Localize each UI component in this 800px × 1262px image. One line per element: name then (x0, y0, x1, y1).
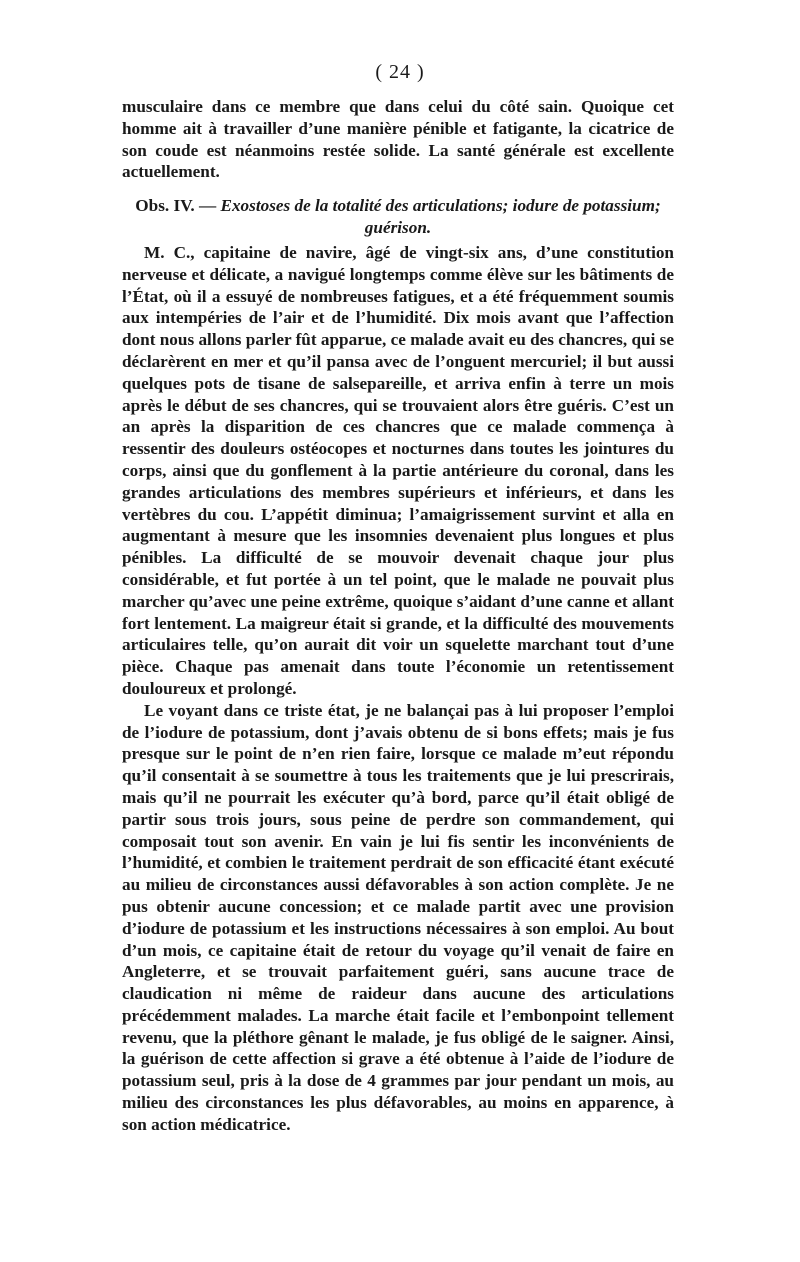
observation-label: Obs. IV. — (135, 196, 217, 215)
page-number: ( 24 ) (375, 61, 425, 83)
paragraph-text: Le voyant dans ce triste état, je ne balançai pas à lui proposer l’emploi de l’iodure de potassium, dont j’avais obtenu de si bons effets; mais je fus presque sur le point de n’en rien faire, lorsque ce malade m’eut répondu qu’il consentait à se soumettre à tous les traitements que je lui prescrirais, mais qu’il ne pourrait les exécuter qu’à bord, parce qu’il était obligé de partir sous trois jours, sous peine de perdre son commandement, qui composait tout son avenir. En vain je lui fis sentir les inconvénients de l’humidité, et combien le traitement perdrait de son efficacité étant exécuté au milieu de circonstances aussi défavorables à son action complète. Je ne pus obtenir aucune concession; et ce malade partit avec une provision d’iodure de potassium et les instructions nécessaires à son emploi. Au bout d’un mois, ce capitaine était de retour du voyage qu’il venait de faire en Angleterre, et se trouvait parfaitement guéri, sans aucune trace de claudication ni même de raideur dans aucune des articulations précédemment malades. La marche était facile et l’embonpoint tellement revenu, que la pléthore gênant le malade, je fus obligé de le saigner. Ainsi, la guérison de cette affection si grave a été obtenue à l’aide de l’iodure de potassium seul, pris à la dose de 4 grammes par jour pendant un mois, au milieu des circonstances les plus défavorables, au moins en apparence, à son action médicatrice. (122, 700, 674, 1134)
observation-heading (122, 195, 674, 239)
paragraph-text: musculaire dans ce membre que dans celui du côté sain. Quoique cet homme ait à travailler d’une manière pénible et fatigante, la cicatrice de son coude est néanmoins restée solide. La santé générale est excellente actuellement. (122, 97, 674, 182)
observation-body (122, 242, 674, 1136)
continuation-paragraph (122, 96, 674, 183)
observation-title: Exostoses de la totalité des articulations; iodure de potassium; guérison. (220, 196, 661, 237)
paragraph-text: M. C., capitaine de navire, âgé de vingt-six ans, d’une constitution nerveuse et délicate, a navigué longtemps comme élève sur les bâtiments de l’État, où il a essuyé de nombreuses fatigues, et a été fréquemment soumis aux intempéries de l’air et de l’humidité. Dix mois avant que l’affection dont nous allons parler fût apparue, ce malade avait eu des chancres, qui se déclarèrent en mer et qu’il pansa avec de l’onguent mercuriel; il but aussi quelques pots de tisane de salsepareille, et arriva enfin à terre un mois après le début de ses chancres, qui se trouvaient alors être guéris. C’est un an après la disparition de ces chancres que ce malade commença à ressentir des douleurs ostéocopes et nocturnes dans toutes les jointures du corps, ainsi que du gonflement à la partie antérieure du coronal, dans les grandes articulations des membres supérieurs et inférieurs, et dans les vertèbres du cou. L’appétit diminua; l’amaigrissement survint et alla en augmentant à mesure que les insomnies devenaient plus longues et plus pénibles. La difficulté de se mouvoir devenait chaque jour plus considérable, et fut portée à un tel point, que le malade ne pouvait plus marcher qu’avec une peine extrême, quoique s’aidant d’une canne et allant fort lentement. La maigreur était si grande, et la difficulté des mouvements articulaires telle, qu’on aurait dit voir un squelette marchant tout d’une pièce. Chaque pas amenait dans toute l’économie un retentissement douloureux et prolongé. (122, 243, 674, 698)
